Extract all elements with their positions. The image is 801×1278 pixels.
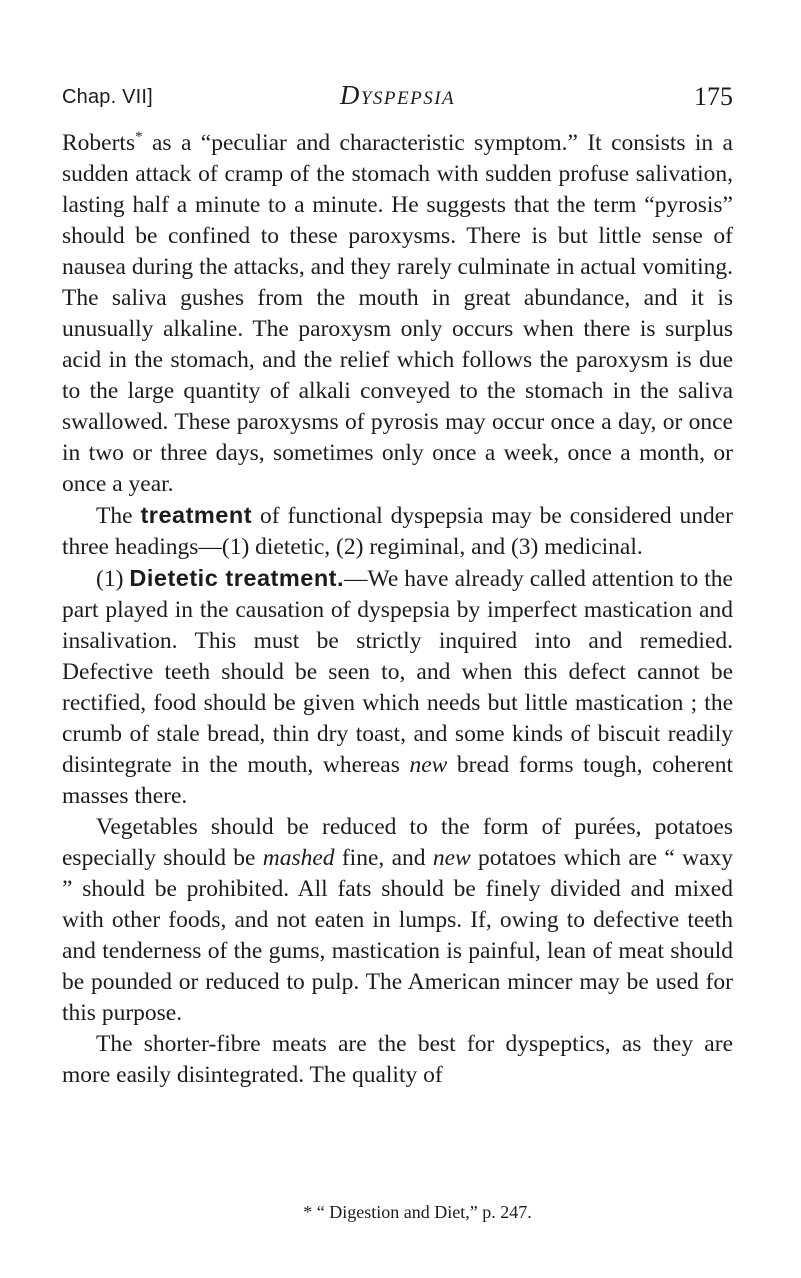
chapter-label: Chap. VII] [62, 86, 153, 108]
paragraph-dietetic-treatment [62, 563, 733, 812]
paragraph-text: (1) [96, 566, 130, 592]
italic-emphasis: new [409, 752, 448, 778]
section-heading-treatment: treatment [140, 502, 253, 528]
section-heading-dietetic: Dietetic treatment. [129, 565, 345, 591]
paragraph-text: The shorter-fibre meats are the best for dyspeptics, as they are more easily disintegrated. The quality of [62, 1031, 733, 1088]
paragraph-pyrosis [62, 128, 733, 500]
page-number: 175 [694, 82, 733, 111]
italic-emphasis: new [432, 845, 471, 871]
paragraph-text: —We have already called attention to the part played in the causation of dyspepsia by imperfect mastication and insalivation. This must be strictly inquired into and remedied. Defective teeth should be seen to, and when this defect cannot be rectified, food should be given which needs but little mastication ; the crumb of stale bread, thin dry toast, and some kinds of biscuit readily disintegrate in the mouth, whereas [62, 566, 733, 778]
footnote [62, 1201, 733, 1223]
paragraph-text: potatoes which are “ waxy ” should be prohibited. All fats should be finely divided and mixed with other foods, and not eaten in lumps. If, owing to defective teeth and tenderness of the gums, mastication is painful, lean of meat should be pounded or reduced to pulp. The American mincer may be used for this purpose. [62, 845, 734, 1026]
footnote-text: “ Digestion and Diet,” p. 247. [316, 1202, 532, 1222]
paragraph-text: as a “peculiar and characteristic symptom.” It consists in a sudden attack of cramp of the stomach with sudden profuse salivation, lasting half a minute to a minute. He suggests that the term “pyrosis” should be confined to these paroxysms. There is but little sense of nausea during the attacks, and they rarely culminate in actual vomiting. The saliva gushes from the mouth in great abundance, and it is unusually alkaline. The paroxysm only occurs when there is surplus acid in the stomach, and the relief which follows the paroxysm is due to the large quantity of alkali conveyed to the stomach in the saliva swallowed. These paroxysms of pyrosis may occur once a day, or once in two or three days, sometimes only once a week, once a month, or once a year. [62, 130, 733, 497]
paragraph-meats [62, 1029, 733, 1091]
paragraph-start: Roberts [62, 130, 136, 156]
body-text [62, 128, 733, 1091]
paragraph-vegetables [62, 812, 733, 1029]
paragraph-text: bread forms tough, coherent masses there. [62, 752, 733, 809]
footnote-mark: * [303, 1202, 313, 1222]
paragraph-text: The [96, 503, 141, 529]
paragraph-text: fine, and [334, 845, 433, 871]
paragraph-text: of functional dyspepsia may be considered under three headings—(1) dietetic, (2) regiminal, and (3) medicinal. [62, 503, 733, 560]
paragraph-treatment [62, 500, 733, 563]
italic-emphasis: mashed [262, 845, 335, 871]
running-title: Dyspepsia [339, 80, 456, 110]
footnote-reference: * [135, 129, 143, 145]
paragraph-text: Vegetables should be reduced to the form of purées, potatoes especially should be [62, 814, 733, 871]
running-head [62, 80, 733, 120]
